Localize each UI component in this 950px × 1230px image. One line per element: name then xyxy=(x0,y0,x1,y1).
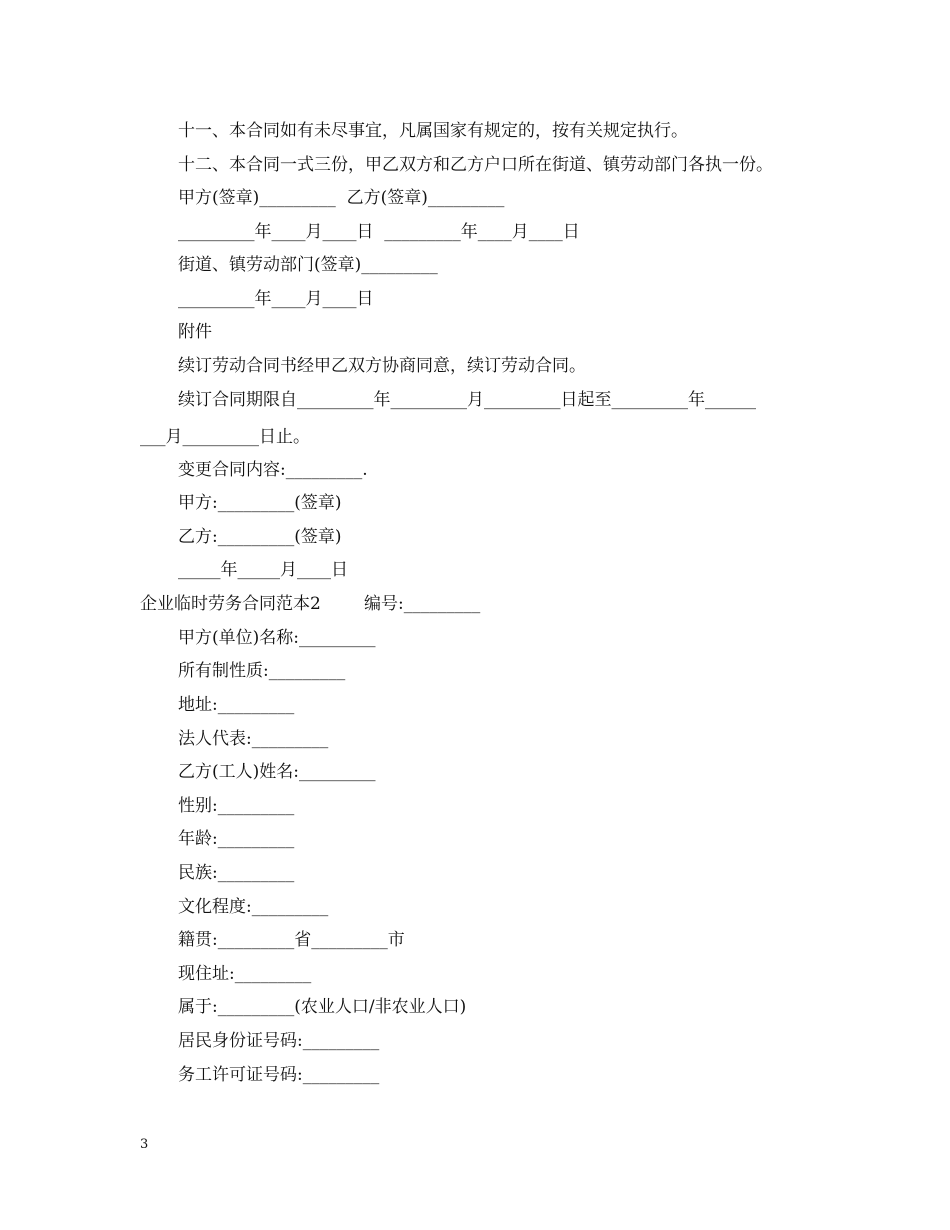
field-legal-representative: 法人代表:_________ xyxy=(178,729,329,749)
attachment-heading: 附件 xyxy=(178,322,212,342)
template-title-line: 企业临时劳务合同范本2 编号:_________ xyxy=(140,594,481,614)
contract-change-line: 变更合同内容:_________. xyxy=(178,460,368,480)
field-worker-name: 乙方(工人)姓名:_________ xyxy=(178,762,376,782)
field-household-type: 属于:_________(农业人口/非农业人口) xyxy=(178,997,467,1017)
signature-date-line: _________年____月____日 _________年____月____日 xyxy=(178,222,580,242)
renewal-statement: 续订劳动合同书经甲乙双方协商同意，续订劳动合同。 xyxy=(178,356,586,376)
field-employer-name: 甲方(单位)名称:_________ xyxy=(178,628,376,648)
party-b-signature: 乙方:_________(签章) xyxy=(178,527,342,547)
renewal-period-line: 续订合同期限自_________年_________月_________日起至_________年______ xyxy=(178,390,756,410)
page-number: 3 xyxy=(140,1137,149,1152)
field-gender: 性别:_________ xyxy=(178,796,295,816)
field-current-address: 现住址:_________ xyxy=(178,964,312,984)
labor-department-date: _________年____月____日 xyxy=(178,289,374,309)
field-work-permit-number: 务工许可证号码:_________ xyxy=(178,1065,380,1085)
renewal-period-continuation: ___月_________日止。 xyxy=(140,427,310,447)
field-education: 文化程度:_________ xyxy=(178,897,329,917)
clause-twelve: 十二、本合同一式三份，甲乙双方和乙方户口所在街道、镇劳动部门各执一份。 xyxy=(178,155,773,175)
field-address: 地址:_________ xyxy=(178,695,295,715)
signature-line-parties: 甲方(签章)_________ 乙方(签章)_________ xyxy=(178,188,505,208)
field-native-place: 籍贯:_________省_________市 xyxy=(178,930,405,950)
field-ownership-type: 所有制性质:_________ xyxy=(178,661,346,681)
change-date-line: _____年_____月____日 xyxy=(178,560,348,580)
party-a-signature: 甲方:_________(签章) xyxy=(178,493,342,513)
field-ethnicity: 民族:_________ xyxy=(178,863,295,883)
field-age: 年龄:_________ xyxy=(178,829,295,849)
labor-department-signature: 街道、镇劳动部门(签章)_________ xyxy=(178,255,438,275)
field-id-number: 居民身份证号码:_________ xyxy=(178,1031,380,1051)
clause-eleven: 十一、本合同如有未尽事宜，凡属国家有规定的，按有关规定执行。 xyxy=(178,121,688,141)
